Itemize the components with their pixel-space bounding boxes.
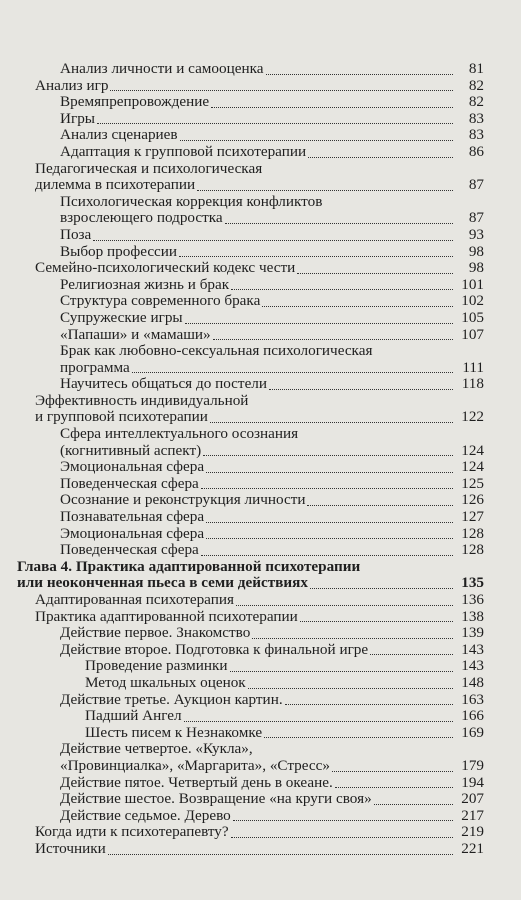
toc-page-number: 102 (461, 292, 484, 310)
toc-page-number: 101 (461, 275, 484, 293)
toc-entry-title: Осознание и реконструкция личности (60, 491, 306, 509)
toc-entry (0, 393, 521, 410)
toc-page-number: 124 (461, 441, 484, 459)
toc-entry (0, 360, 521, 377)
toc-entry (0, 775, 521, 792)
dot-leader (197, 189, 453, 191)
toc-entry (0, 609, 521, 626)
toc-entry (0, 725, 521, 742)
toc-entry (0, 758, 521, 775)
dot-leader (206, 471, 453, 473)
toc-entry-title: или неоконченная пьеса в семи действиях (17, 574, 308, 592)
toc-entry (0, 708, 521, 725)
toc-entry-title: Эмоциональная сфера (60, 524, 205, 542)
toc-page-number: 98 (468, 242, 484, 260)
toc-entry-title: Поза (60, 225, 92, 243)
toc-entry-title: Эффективность индивидуальной (35, 391, 249, 409)
toc-entry (0, 741, 521, 758)
toc-entry-title: Падший Ангел (85, 707, 182, 725)
toc-entry-title: Действие седьмое. Дерево (60, 806, 231, 824)
toc-page-number: 87 (468, 176, 484, 194)
toc-page-number: 98 (468, 259, 484, 277)
dot-leader (206, 521, 453, 523)
toc-page-number: 163 (461, 690, 484, 708)
dot-leader (203, 454, 453, 456)
toc-entry-title: Когда идти к психотерапевту? (35, 823, 229, 841)
dot-leader (266, 73, 454, 75)
toc-page-number: 82 (468, 76, 484, 94)
toc-entry (0, 127, 521, 144)
toc-page-number: 139 (461, 624, 484, 642)
dot-leader (201, 487, 453, 489)
toc-entry (0, 293, 521, 310)
toc-entry-title: Действие четвертое. «Кукла», (60, 740, 253, 758)
dot-leader (132, 371, 453, 373)
toc-entry (0, 177, 521, 194)
toc-entry (0, 542, 521, 559)
dot-leader (211, 106, 453, 108)
toc-entry (0, 144, 521, 161)
toc-page-number: 221 (461, 839, 484, 857)
dot-leader (308, 156, 453, 158)
toc-page-number: 128 (461, 524, 484, 542)
toc-entry-title: Адаптированная психотерапия (35, 591, 234, 608)
dot-leader (97, 122, 453, 124)
toc-entry (0, 443, 521, 460)
toc-entry (0, 61, 521, 78)
toc-page-number: 136 (461, 591, 484, 608)
toc-entry (0, 277, 521, 294)
toc-entry-title: Религиозная жизнь и брак (60, 275, 230, 293)
toc-entry-title: Поведенческая сфера (60, 474, 199, 492)
dot-leader (285, 703, 453, 705)
toc-entry-title: Семейно-психологический кодекс чести (35, 259, 296, 277)
toc-entry-title: Супружеские игры (60, 308, 183, 326)
toc-entry-title: Действие третье. Аукцион картин. (60, 690, 283, 708)
toc-page-number: 86 (468, 142, 484, 160)
toc-entry-title: Научитесь общаться до постели (60, 375, 268, 393)
toc-page-number: 138 (461, 607, 484, 625)
toc-entry-title: Выбор профессии (60, 242, 178, 260)
toc-entry (0, 78, 521, 95)
toc-page-number: 207 (461, 790, 484, 808)
dot-leader (108, 853, 453, 855)
toc-page-number: 122 (461, 408, 484, 426)
toc-page-number: 143 (461, 640, 484, 658)
dot-leader (110, 89, 453, 91)
toc-entry-title: Действие шестое. Возвращение «на круги своя» (60, 790, 372, 808)
toc-entry (0, 692, 521, 709)
toc-chapter-line (0, 559, 521, 576)
dot-leader (93, 239, 453, 241)
toc-entry (0, 808, 521, 825)
toc-page-number: 219 (461, 823, 484, 841)
toc-entry-title: Шесть писем к Незнакомке (85, 723, 263, 741)
toc-entry-title: Познавательная сфера (60, 508, 205, 526)
toc-entry-title: Действие второе. Подготовка к финальной игре (60, 640, 369, 658)
toc-entry (0, 824, 521, 841)
dot-leader (201, 554, 453, 556)
toc-entry-title: Структура современного брака (60, 292, 261, 310)
toc-entry (0, 260, 521, 277)
toc-entry-title: Анализ личности и самооценка (60, 60, 264, 77)
toc-page-number: 143 (461, 657, 484, 675)
toc-entry-title: и групповой психотерапии (35, 408, 208, 426)
toc-page-number: 179 (461, 756, 484, 774)
toc-entry (0, 476, 521, 493)
toc-entry (0, 658, 521, 675)
toc-page-number: 82 (468, 93, 484, 111)
toc-entry-title: Времяпрепровождение (60, 93, 210, 111)
toc-entry-title: Метод шкальных оценок (85, 673, 246, 691)
toc-page-number: 169 (461, 723, 484, 741)
toc-entry-title: Источники (35, 839, 106, 857)
toc-page-number: 118 (461, 375, 484, 393)
toc-entry-title: Действие пятое. Четвертый день в океане. (60, 773, 333, 791)
dot-leader (310, 587, 453, 589)
dot-leader (213, 338, 453, 340)
dot-leader (252, 637, 453, 639)
toc-entry-title: Педагогическая и психологическая (35, 159, 263, 177)
dot-leader (374, 803, 453, 805)
toc-entry (0, 426, 521, 443)
dot-leader (210, 421, 453, 423)
toc-page-number: 83 (468, 109, 484, 127)
dot-leader (332, 770, 453, 772)
toc-page-number: 83 (468, 126, 484, 144)
dot-leader (297, 272, 453, 274)
toc-entry (0, 111, 521, 128)
toc-entry-title: Поведенческая сфера (60, 541, 199, 559)
dot-leader (262, 305, 453, 307)
dot-leader (180, 139, 453, 141)
toc-entry (0, 161, 521, 178)
toc-entry (0, 642, 521, 659)
dot-leader (233, 819, 453, 821)
toc-entry-title: Сфера интеллектуального осознания (60, 425, 299, 443)
toc-page-number: 135 (461, 574, 484, 592)
toc-entry-title: Анализ игр (35, 76, 109, 94)
dot-leader (370, 653, 453, 655)
dot-leader (269, 388, 453, 390)
toc-entry-title: Проведение разминки (85, 657, 228, 675)
dot-leader (231, 288, 453, 290)
toc-entry-title: взрослеющего подростка (60, 209, 223, 227)
toc-page-number: 111 (462, 358, 484, 376)
toc-page-number: 126 (461, 491, 484, 509)
toc-page-number: 124 (461, 458, 484, 476)
toc-entry (0, 492, 521, 509)
toc-entry-title: Практика адаптированной психотерапии (35, 607, 298, 625)
toc-entry (0, 244, 521, 261)
dot-leader (300, 620, 453, 622)
dot-leader (264, 736, 453, 738)
dot-leader (179, 255, 453, 257)
toc-entry-title: Игры (60, 109, 95, 127)
toc-entry (0, 625, 521, 642)
toc-entry (0, 791, 521, 808)
toc-entry-title: «Папаши» и «мамаши» (60, 325, 211, 343)
toc-entry (0, 94, 521, 111)
toc-page-number: 217 (461, 806, 484, 824)
toc-page-number: 148 (461, 673, 484, 691)
toc-entry (0, 459, 521, 476)
toc-entry-title: (когнитивный аспект) (60, 441, 202, 459)
toc-entry-title: дилемма в психотерапии (35, 176, 196, 194)
toc-entry (0, 343, 521, 360)
toc-page-number: 87 (468, 209, 484, 227)
toc-entry-title: Адаптация к групповой психотерапии (60, 142, 307, 160)
toc-entry (0, 227, 521, 244)
toc-page-number: 125 (461, 474, 484, 492)
dot-leader (231, 836, 453, 838)
toc-entry-title: Брак как любовно-сексуальная психологическая (60, 342, 373, 360)
toc-entry (0, 376, 521, 393)
toc-page-number: 93 (468, 225, 484, 243)
toc-entry (0, 526, 521, 543)
toc-chapter-line (0, 575, 521, 592)
toc-entry (0, 310, 521, 327)
dot-leader (236, 604, 453, 606)
toc-entry-title: Глава 4. Практика адаптированной психотерапии (17, 557, 361, 575)
dot-leader (248, 687, 453, 689)
toc-entry-title: Психологическая коррекция конфликтов (60, 192, 323, 210)
dot-leader (335, 786, 453, 788)
toc-entry (0, 675, 521, 692)
toc-page-number: 128 (461, 541, 484, 559)
toc-entry (0, 509, 521, 526)
dot-leader (206, 537, 453, 539)
toc-entry-title: Анализ сценариев (60, 126, 178, 144)
table-of-contents (0, 61, 521, 858)
dot-leader (230, 670, 453, 672)
toc-page-number: 105 (461, 308, 484, 326)
toc-entry (0, 194, 521, 211)
toc-page-number: 127 (461, 508, 484, 526)
dot-leader (225, 222, 453, 224)
toc-page-number: 107 (461, 325, 484, 343)
dot-leader (307, 504, 453, 506)
dot-leader (184, 720, 453, 722)
toc-entry (0, 409, 521, 426)
toc-entry (0, 592, 521, 609)
toc-entry (0, 210, 521, 227)
toc-entry (0, 327, 521, 344)
toc-page-number: 166 (461, 707, 484, 725)
toc-entry-title: Эмоциональная сфера (60, 458, 205, 476)
toc-entry (0, 841, 521, 858)
toc-entry-title: Действие первое. Знакомство (60, 624, 251, 642)
toc-entry-title: «Провинциалка», «Маргарита», «Стресс» (60, 756, 330, 774)
dot-leader (185, 322, 453, 324)
toc-page-number: 194 (461, 773, 484, 791)
toc-page-number: 81 (468, 60, 484, 77)
toc-entry-title: программа (60, 358, 130, 376)
